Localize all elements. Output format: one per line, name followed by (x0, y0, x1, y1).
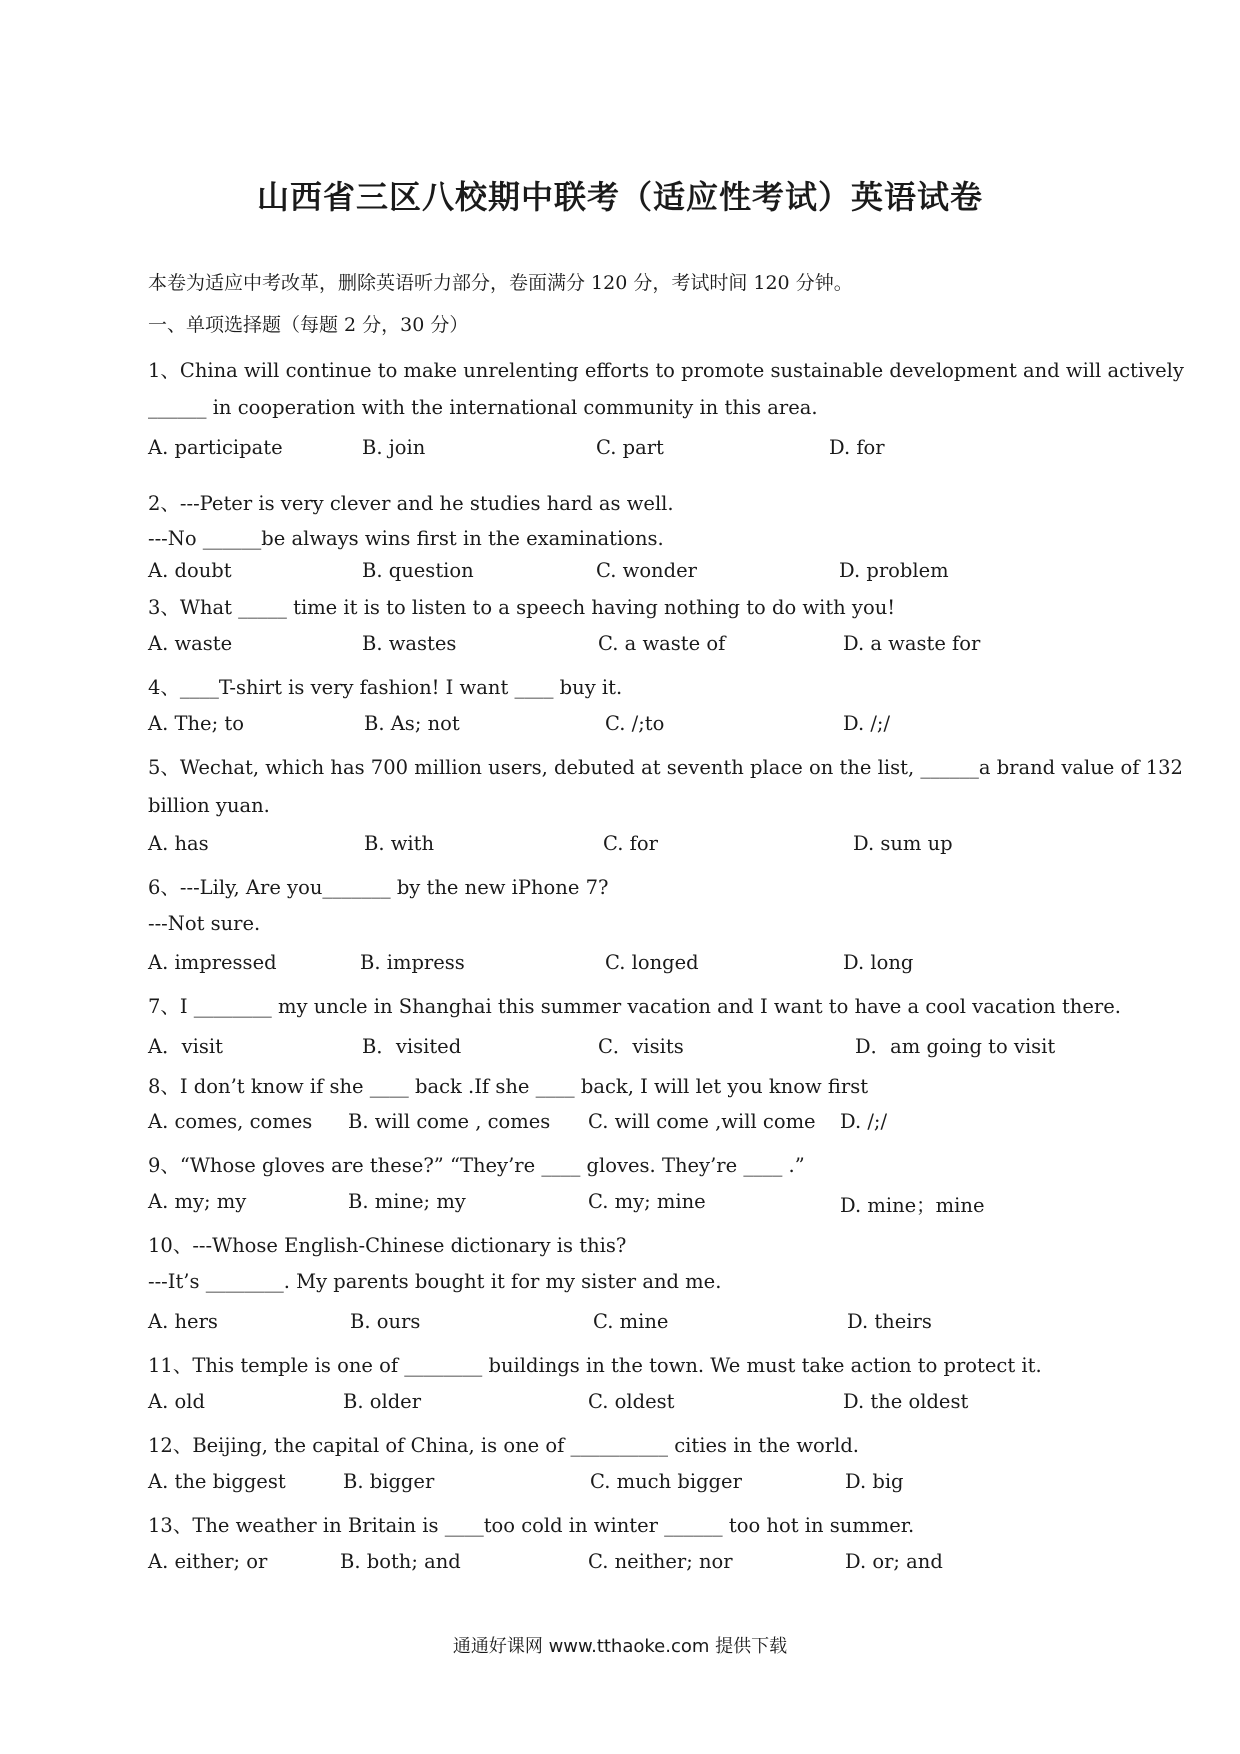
question-2-option-a: A. doubt (148, 559, 232, 582)
question-10-option-a: A. hers (148, 1310, 218, 1333)
question-1-option-b: B. join (362, 436, 426, 459)
question-6-option-d: D. long (843, 951, 914, 974)
question-3-stem: 3、What _____ time it is to listen to a speech having nothing to do with you! (148, 596, 896, 619)
question-11-option-c: C. oldest (588, 1390, 675, 1413)
question-5-stem: billion yuan. (148, 794, 270, 817)
question-10-option-b: B. ours (350, 1310, 421, 1333)
question-3-option-d: D. a waste for (843, 632, 981, 655)
question-4-option-b: B. As; not (364, 712, 460, 735)
question-9-option-c: C. my; mine (588, 1190, 706, 1213)
question-8-stem: 8、I don’t know if she ____ back .If she ____ back, I will let you know first (148, 1075, 869, 1098)
question-9-stem: 9、“Whose gloves are these?” “They’re ____ gloves. They’re ____ .” (148, 1154, 805, 1177)
question-4-option-a: A. The; to (148, 712, 244, 735)
question-3-option-b: B. wastes (362, 632, 457, 655)
question-4-option-d: D. /;/ (843, 712, 891, 735)
page-title: 山西省三区八校期中联考（适应性考试）英语试卷 (256, 178, 983, 216)
question-5-option-d: D. sum up (853, 832, 953, 855)
question-7-option-d: D．am going to visit (855, 1035, 1056, 1058)
question-13-option-c: C. neither; nor (588, 1550, 733, 1573)
question-1-option-c: C. part (596, 436, 664, 459)
question-6-stem: 6、---Lily, Are you_______ by the new iPhone 7? (148, 876, 609, 899)
question-8-option-a: A. comes, comes (148, 1110, 313, 1133)
question-13-option-d: D. or; and (845, 1550, 943, 1573)
question-7-option-b: B．visited (362, 1035, 462, 1058)
question-10-stem: ---It’s ________. My parents bought it for my sister and me. (148, 1270, 722, 1293)
question-6-option-a: A. impressed (148, 951, 277, 974)
question-1-stem: 1、China will continue to make unrelenting efforts to promote sustainable development and will actively (148, 359, 1184, 382)
question-10-option-d: D. theirs (847, 1310, 932, 1333)
question-8-option-b: B. will come , comes (348, 1110, 551, 1133)
question-9-option-d: D. mine；mine (840, 1194, 985, 1217)
question-11-stem: 11、This temple is one of ________ buildings in the town. We must take action to protect it. (148, 1354, 1042, 1377)
question-2-stem: 2、---Peter is very clever and he studies hard as well. (148, 492, 674, 515)
question-8-option-c: C. will come ,will come (588, 1110, 816, 1133)
question-5-stem: 5、Wechat, which has 700 million users, debuted at seventh place on the list, ______a brand value of 132 (148, 756, 1183, 779)
question-12-option-b: B. bigger (343, 1470, 435, 1493)
question-5-option-a: A. has (148, 832, 209, 855)
question-2-option-b: B. question (362, 559, 474, 582)
question-5-option-b: B. with (364, 832, 435, 855)
question-9-option-a: A. my; my (148, 1190, 247, 1213)
question-10-stem: 10、---Whose English-Chinese dictionary is this? (148, 1234, 627, 1257)
question-4-stem: 4、____T-shirt is very fashion! I want ____ buy it. (148, 676, 623, 699)
question-7-option-c: C．visits (598, 1035, 684, 1058)
question-8-option-d: D. /;/ (840, 1110, 888, 1133)
question-7-stem: 7、I ________ my uncle in Shanghai this summer vacation and I want to have a cool vacation there. (148, 995, 1121, 1018)
question-13-option-b: B. both; and (340, 1550, 461, 1573)
question-12-option-d: D. big (845, 1470, 904, 1493)
question-11-option-a: A. old (148, 1390, 205, 1413)
question-10-option-c: C. mine (593, 1310, 669, 1333)
question-4-option-c: C. /;to (605, 712, 665, 735)
question-5-option-c: C. for (603, 832, 658, 855)
question-13-stem: 13、The weather in Britain is ____too cold in winter ______ too hot in summer. (148, 1514, 915, 1537)
question-12-option-a: A. the biggest (148, 1470, 286, 1493)
question-13-option-a: A. either; or (148, 1550, 268, 1573)
question-6-stem: ---Not sure. (148, 912, 261, 935)
question-2-option-d: D. problem (839, 559, 949, 582)
intro-text: 本卷为适应中考改革，删除英语听力部分，卷面满分 120 分，考试时间 120 分钟。 (148, 272, 853, 294)
question-6-option-b: B. impress (360, 951, 465, 974)
question-11-option-d: D. the oldest (843, 1390, 969, 1413)
question-1-option-a: A. participate (148, 436, 283, 459)
question-12-stem: 12、Beijing, the capital of China, is one of __________ cities in the world. (148, 1434, 859, 1457)
question-3-option-c: C. a waste of (598, 632, 726, 655)
question-1-option-d: D. for (829, 436, 885, 459)
question-9-option-b: B. mine; my (348, 1190, 466, 1213)
question-6-option-c: C. longed (605, 951, 699, 974)
question-12-option-c: C. much bigger (590, 1470, 742, 1493)
question-1-stem: ______ in cooperation with the international community in this area. (148, 396, 818, 419)
section-heading: 一、单项选择题（每题 2 分，30 分） (148, 314, 469, 336)
question-2-option-c: C. wonder (596, 559, 697, 582)
question-7-option-a: A．visit (148, 1035, 223, 1058)
question-11-option-b: B. older (343, 1390, 422, 1413)
question-2-stem: ---No ______be always wins first in the examinations. (148, 527, 664, 550)
footer-text: 通通好课网 www.tthaoke.com 提供下载 (452, 1636, 788, 1657)
question-3-option-a: A. waste (148, 632, 233, 655)
